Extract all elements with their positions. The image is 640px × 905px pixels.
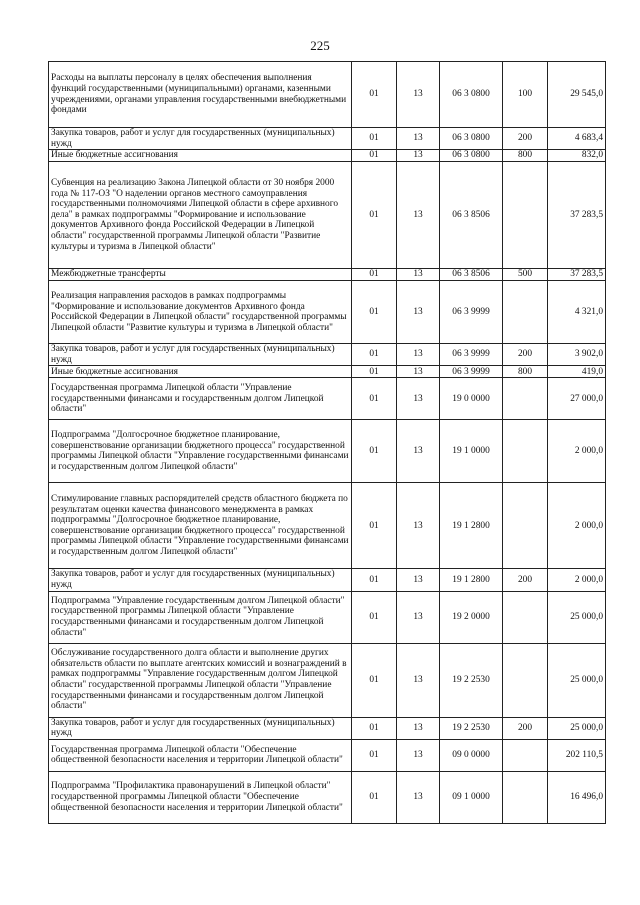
section-code: 01 [352,128,397,150]
section-code: 01 [352,162,397,269]
page-number: 225 [310,38,330,53]
section-code: 01 [352,591,397,643]
target-article-code: 09 0 0000 [440,739,503,771]
row-name: Закупка товаров, работ и услуг для государственных (муниципальных) нужд [49,717,352,739]
row-name: Субвенция на реализацию Закона Липецкой области от 30 ноября 2000 года № 117-ОЗ "О наделении органов местного самоуправления государственными полномочиями Липецкой области в сфере архивного дела" в рамках подпрограммы "Формирование и использование документов Архивного фонда Российской Федерации в Липецкой области" государственной программы Липецкой области "Развитие культуры и туризма в Липецкой области" [49,162,352,269]
subsection-code: 13 [397,483,440,569]
amount: 25 000,0 [548,643,606,717]
section-code: 01 [352,378,397,420]
row-name: Подпрограмма "Управление государственным долгом Липецкой области" государственной программы Липецкой области "Управление государственными финансами и государственным долгом Липецкой области" [49,591,352,643]
target-article-code: 06 3 0800 [440,128,503,150]
expense-type-code: 200 [503,569,548,591]
row-name: Закупка товаров, работ и услуг для государственных (муниципальных) нужд [49,128,352,150]
table-row [49,150,606,162]
row-name: Стимулирование главных распорядителей средств областного бюджета по результатам оценки качества финансового менеджмента в рамках подпрограммы "Долгосрочное бюджетное планирование, совершенствование организации бюджетного процесса" государственной программы Липецкой области "Управление государственными финансами и государственным долгом Липецкой области" [49,483,352,569]
table-row [49,162,606,269]
expense-type-code [503,281,548,344]
subsection-code: 13 [397,344,440,366]
section-code: 01 [352,483,397,569]
row-name: Расходы на выплаты персоналу в целях обеспечения выполнения функций государственными (муниципальными) органами, казенными учреждениями, органами управления государственными внебюджетными фондами [49,62,352,128]
table-row [49,483,606,569]
subsection-code: 13 [397,771,440,823]
row-name: Подпрограмма "Долгосрочное бюджетное планирование, совершенствование организации бюджетного процесса" государственной программы Липецкой области "Управление государственными финансами и государственным долгом Липецкой области" [49,420,352,483]
table-row [49,569,606,591]
row-name: Обслуживание государственного долга области и выполнение других обязательств области по выплате агентских комиссий и вознаграждений в рамках подпрограммы "Управление государственным долгом Липецкой области" государственной программы Липецкой области "Управление государственными финансами и государственным долгом Липецкой области" [49,643,352,717]
row-name: Иные бюджетные ассигнования [49,150,352,162]
target-article-code: 19 2 0000 [440,591,503,643]
table-row [49,62,606,128]
expense-type-code [503,643,548,717]
section-code: 01 [352,771,397,823]
section-code: 01 [352,366,397,378]
target-article-code: 19 1 0000 [440,420,503,483]
subsection-code: 13 [397,128,440,150]
expense-type-code [503,771,548,823]
subsection-code: 13 [397,591,440,643]
subsection-code: 13 [397,366,440,378]
target-article-code: 19 2 2530 [440,643,503,717]
budget-table [48,61,606,824]
expense-type-code [503,483,548,569]
subsection-code: 13 [397,62,440,128]
row-name: Государственная программа Липецкой области "Обеспечение общественной безопасности населения и территории Липецкой области" [49,739,352,771]
table-row [49,281,606,344]
expense-type-code [503,162,548,269]
expense-type-code [503,420,548,483]
subsection-code: 13 [397,150,440,162]
row-name: Закупка товаров, работ и услуг для государственных (муниципальных) нужд [49,569,352,591]
section-code: 01 [352,150,397,162]
table-row [49,344,606,366]
target-article-code: 06 3 8506 [440,269,503,281]
section-code: 01 [352,269,397,281]
subsection-code: 13 [397,378,440,420]
section-code: 01 [352,62,397,128]
amount: 16 496,0 [548,771,606,823]
expense-type-code: 500 [503,269,548,281]
section-code: 01 [352,569,397,591]
amount: 202 110,5 [548,739,606,771]
expense-type-code: 800 [503,366,548,378]
section-code: 01 [352,643,397,717]
subsection-code: 13 [397,717,440,739]
subsection-code: 13 [397,643,440,717]
amount: 2 000,0 [548,569,606,591]
expense-type-code [503,591,548,643]
table-row [49,128,606,150]
expense-type-code: 200 [503,128,548,150]
section-code: 01 [352,420,397,483]
table-row [49,771,606,823]
table-row [49,591,606,643]
subsection-code: 13 [397,569,440,591]
amount: 27 000,0 [548,378,606,420]
target-article-code: 06 3 9999 [440,344,503,366]
amount: 2 000,0 [548,483,606,569]
target-article-code: 06 3 9999 [440,366,503,378]
section-code: 01 [352,281,397,344]
expense-type-code: 200 [503,344,548,366]
table-row [49,378,606,420]
row-name: Государственная программа Липецкой области "Управление государственными финансами и государственным долгом Липецкой области" [49,378,352,420]
table-row [49,643,606,717]
subsection-code: 13 [397,420,440,483]
subsection-code: 13 [397,162,440,269]
target-article-code: 06 3 0800 [440,62,503,128]
table-row [49,366,606,378]
row-name: Реализация направления расходов в рамках подпрограммы "Формирование и использование документов Архивного фонда Российской Федерации в Липецкой области" государственной программы Липецкой области "Развитие культуры и туризма в Липецкой области" [49,281,352,344]
amount: 37 283,5 [548,269,606,281]
amount: 25 000,0 [548,591,606,643]
expense-type-code: 100 [503,62,548,128]
table-row [49,717,606,739]
amount: 419,0 [548,366,606,378]
amount: 29 545,0 [548,62,606,128]
expense-type-code: 200 [503,717,548,739]
table-row [49,739,606,771]
amount: 4 321,0 [548,281,606,344]
section-code: 01 [352,717,397,739]
target-article-code: 19 2 2530 [440,717,503,739]
target-article-code: 06 3 9999 [440,281,503,344]
table-row [49,269,606,281]
section-code: 01 [352,739,397,771]
subsection-code: 13 [397,739,440,771]
row-name: Закупка товаров, работ и услуг для государственных (муниципальных) нужд [49,344,352,366]
expense-type-code [503,378,548,420]
budget-table-body [49,62,606,824]
table-row [49,420,606,483]
expense-type-code: 800 [503,150,548,162]
row-name: Межбюджетные трансферты [49,269,352,281]
row-name: Иные бюджетные ассигнования [49,366,352,378]
subsection-code: 13 [397,281,440,344]
amount: 37 283,5 [548,162,606,269]
target-article-code: 19 1 2800 [440,569,503,591]
target-article-code: 19 1 2800 [440,483,503,569]
target-article-code: 09 1 0000 [440,771,503,823]
subsection-code: 13 [397,269,440,281]
section-code: 01 [352,344,397,366]
amount: 25 000,0 [548,717,606,739]
target-article-code: 06 3 8506 [440,162,503,269]
target-article-code: 19 0 0000 [440,378,503,420]
amount: 3 902,0 [548,344,606,366]
expense-type-code [503,739,548,771]
target-article-code: 06 3 0800 [440,150,503,162]
row-name: Подпрограмма "Профилактика правонарушений в Липецкой области" государственной программы Липецкой области "Обеспечение общественной безопасности населения и территории Липецкой области" [49,771,352,823]
amount: 4 683,4 [548,128,606,150]
amount: 2 000,0 [548,420,606,483]
amount: 832,0 [548,150,606,162]
